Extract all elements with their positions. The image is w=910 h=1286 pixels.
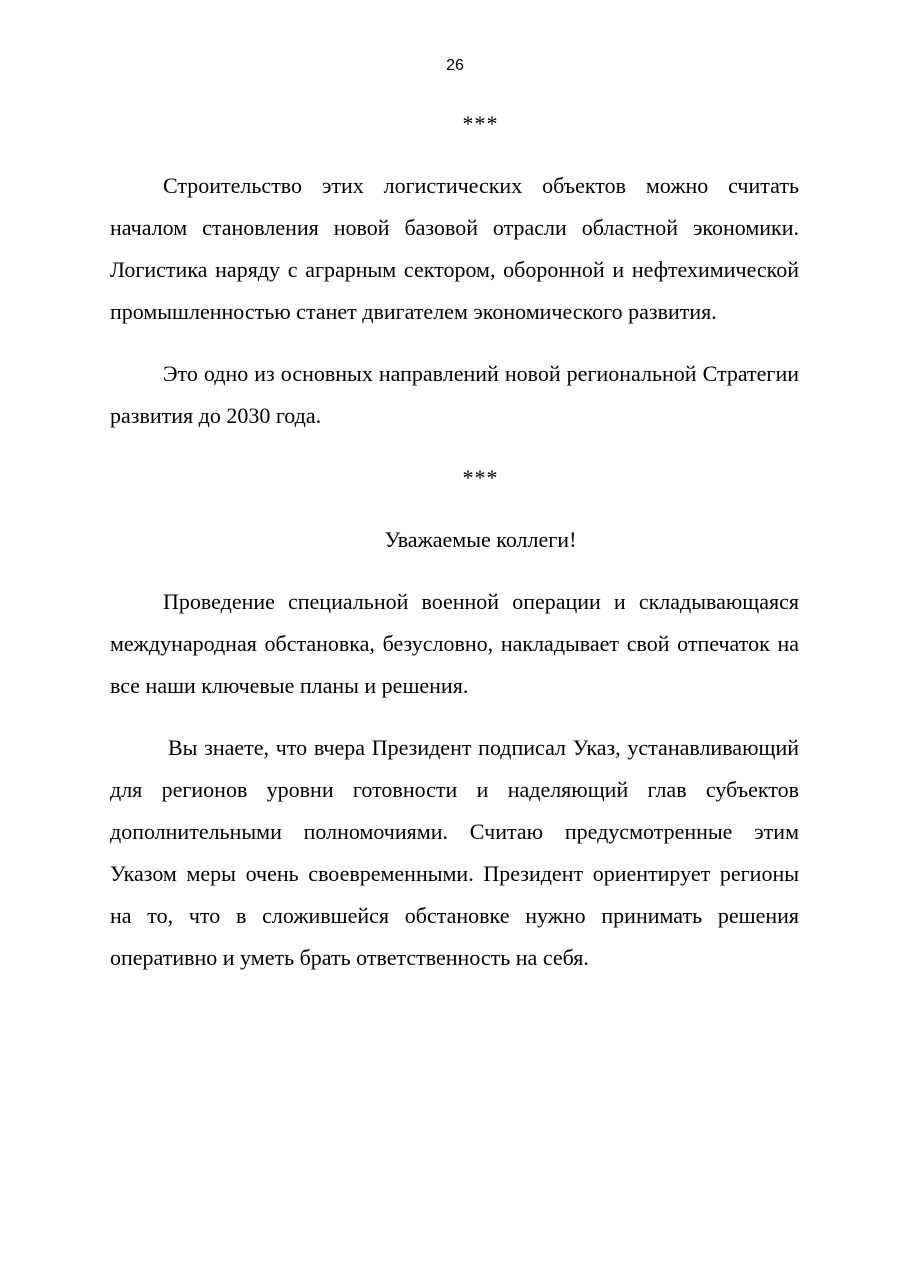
paragraph-logistics: Строительство этих логистических объектов можно считать началом становления новой базовой отрасли областной экономики. Логистика наряду с аграрным сектором, оборонной и нефтехимической промышленностью станет двигателем экономического развития. [110,173,799,324]
page-number: 26 [446,57,464,74]
document-body [110,103,799,979]
address-heading: Уважаемые коллеги! [384,527,577,552]
paragraph-presidential-decree: Вы знаете, что вчера Президент подписал Указ, устанавливающий для регионов уровни готовности и наделяющий глав субъектов дополнительными полномочиями. Считаю предусмотренные этим Указом меры очень своевременными. Президент ориентирует регионы на то, что в сложившейся обстановке нужно принимать решения оперативно и уметь брать ответственность на себя. [110,735,799,970]
paragraph-special-operation: Проведение специальной военной операции и складывающаяся международная обстановка, безусловно, накладывает свой отпечаток на все наши ключевые планы и решения. [110,589,799,698]
section-separator: *** [462,111,499,136]
paragraph-strategy: Это одно из основных направлений новой региональной Стратегии развития до 2030 года. [110,361,799,428]
section-separator: *** [462,465,499,490]
